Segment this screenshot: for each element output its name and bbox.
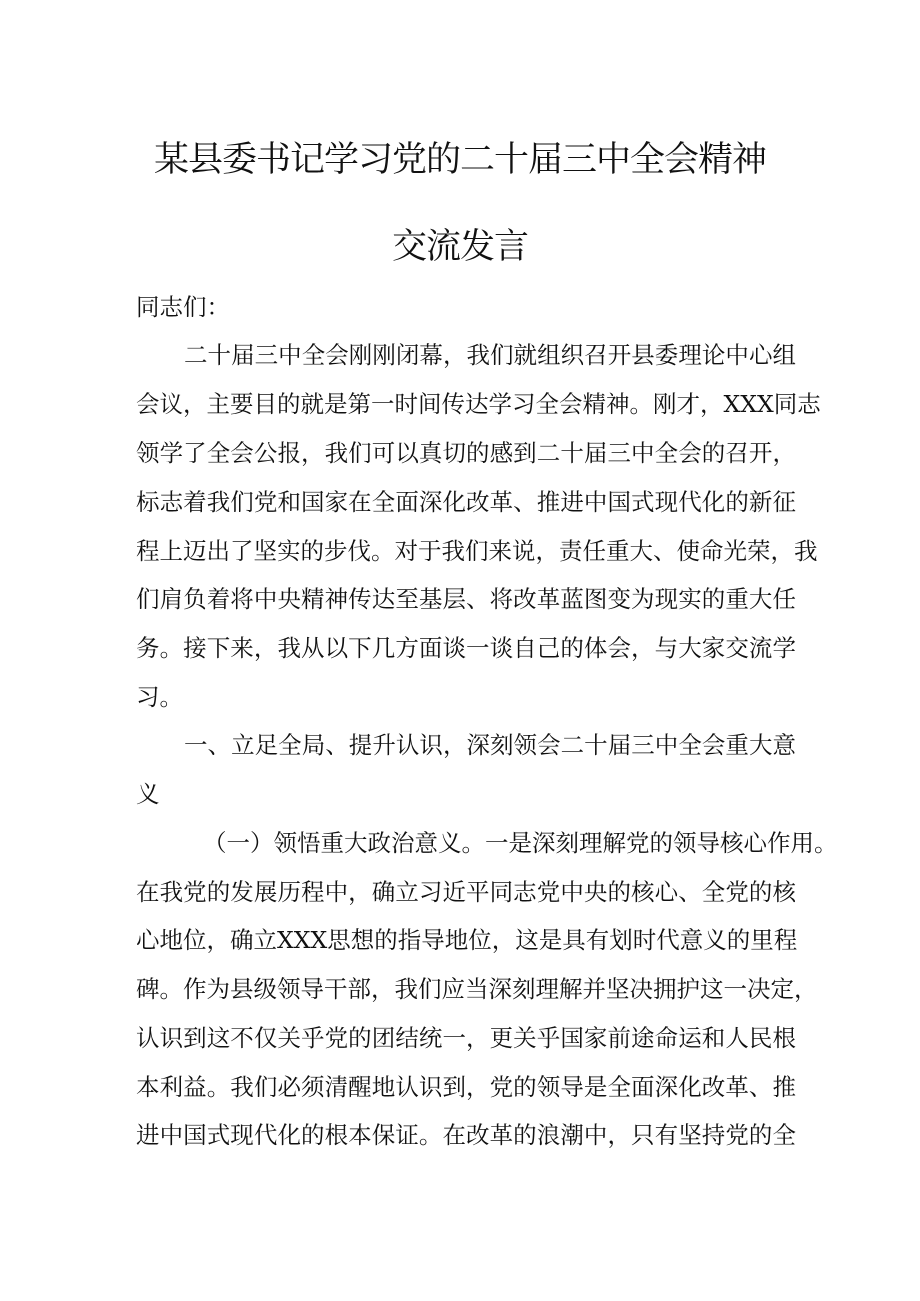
paragraph-line: 进中国式现代化的根本保证。在改革的浪潮中，只有坚持党的全	[136, 1121, 796, 1149]
paragraph-line: 习。	[136, 683, 183, 711]
salutation: 同志们：	[136, 293, 230, 321]
paragraph-line: 碑。作为县级领导干部，我们应当深刻理解并坚决拥护这一决定，	[136, 975, 818, 1003]
paragraph-line: 领学了全会公报，我们可以真切的感到二十届三中全会的召开，	[136, 439, 796, 467]
paragraph-line: 在我党的发展历程中，确立习近平同志党中央的核心、全党的核	[136, 878, 796, 906]
paragraph-line: 们肩负着将中央精神传达至基层、将改革蓝图变为现实的重大任	[136, 585, 796, 613]
paragraph-line: 二十届三中全会刚刚闭幕，我们就组织召开县委理论中心组	[184, 341, 796, 369]
document-title-line-1: 某县委书记学习党的二十届三中全会精神	[153, 140, 766, 180]
section-heading-line: 一、立足全局、提升认识，深刻领会二十届三中全会重大意	[184, 731, 796, 759]
paragraph-line: 本利益。我们必须清醒地认识到，党的领导是全面深化改革、推	[136, 1073, 796, 1101]
paragraph-line: 程上迈出了坚实的步伐。对于我们来说，责任重大、使命光荣，我	[136, 537, 818, 565]
section-heading-line: 义	[136, 780, 160, 808]
paragraph-line: （一）领悟重大政治意义。一是深刻理解党的领导核心作用。	[203, 829, 838, 857]
paragraph-line: 心地位，确立XXX思想的指导地位，这是具有划时代意义的里程	[136, 926, 798, 954]
document-title-line-2: 交流发言	[391, 227, 528, 267]
paragraph-line: 会议，主要目的就是第一时间传达学习全会精神。刚才，XXX同志	[136, 390, 821, 418]
paragraph-line: 标志着我们党和国家在全面深化改革、推进中国式现代化的新征	[136, 488, 796, 516]
paragraph-line: 务。接下来，我从以下几方面谈一谈自己的体会，与大家交流学	[136, 634, 796, 662]
paragraph-line: 认识到这不仅关乎党的团结统一，更关乎国家前途命运和人民根	[136, 1024, 796, 1052]
